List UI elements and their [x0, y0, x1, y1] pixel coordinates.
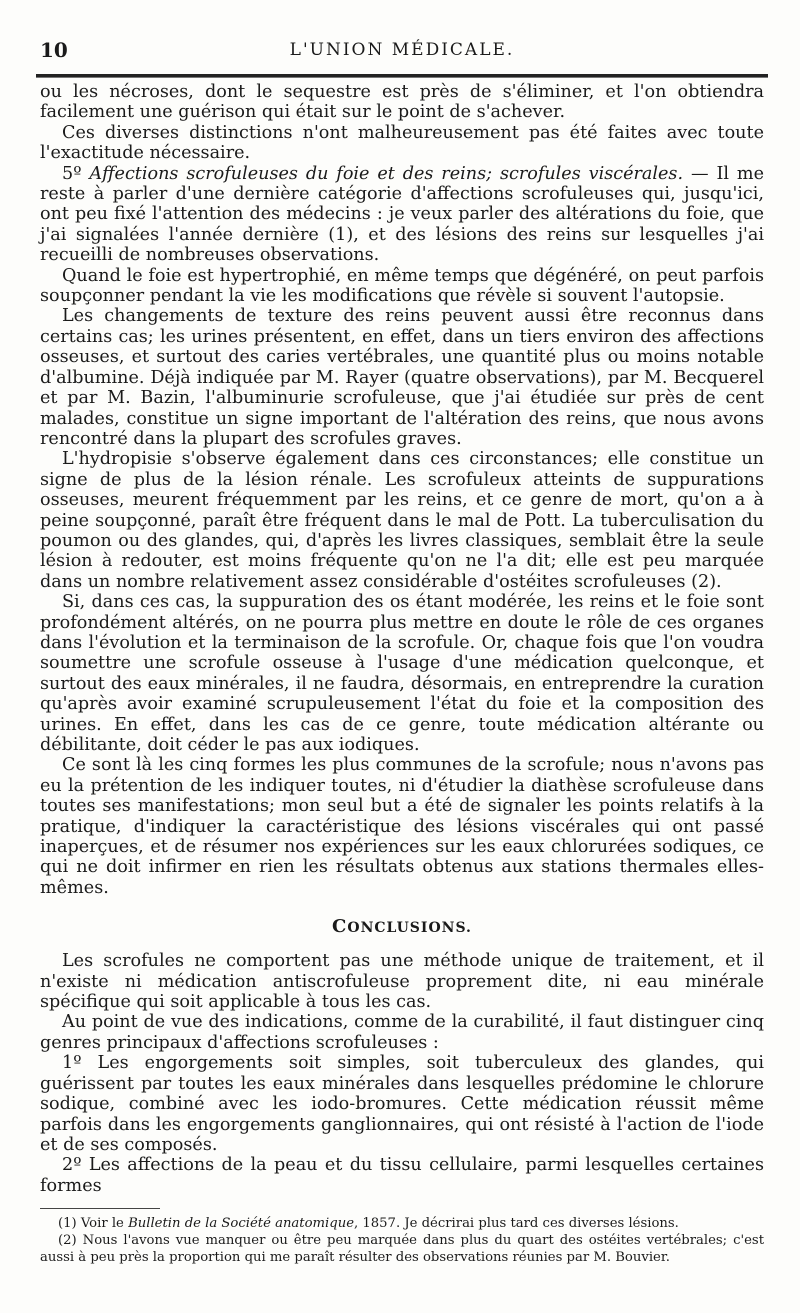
paragraph: Si, dans ces cas, la suppuration des os étant modérée, les reins et le foie sont profondément altérés, on ne pourra plus mettre en doute le rôle de ces organes dans l'évolution et la terminaison de la scrofule. Or, chaque fois que l'on voudra soumettre une scrofule osseuse à l'usage d'une médication quelconque, et surtout des eaux minérales, il ne faudra, désormais, en entreprendre la curation qu'après avoir examiné scrupuleusement l'état du foie et la composition des urines. En effet, dans les cas de ce genre, toute médication altérante ou débilitante, doit céder le pas aux iodiques.: [40, 592, 764, 755]
page-header: [40, 34, 764, 74]
paragraph: Quand le foie est hypertrophié, en même temps que dégénéré, on peut parfois soupçonner pendant la vie les modifications que révèle si souvent l'autopsie.: [40, 265, 764, 307]
footnote-2: (2) Nous l'avons vue manquer ou être peu marquée dans plus du quart des ostéites vertébrales; c'est aussi à peu près la proportion qui me paraît résulter des observations réunies par M. Bouvier.: [40, 1233, 764, 1266]
page-number: 10: [40, 38, 68, 62]
header-rule: [36, 74, 768, 78]
footnote-1: (1) Voir le Bulletin de la Société anatomique, 1857. Je décrirai plus tard ces diverses lésions.: [58, 1216, 679, 1232]
article-body: [40, 82, 764, 1196]
section-title-italic: Affections scrofuleuses du foie et des reins; scrofules viscérales.: [89, 163, 684, 184]
paragraph-section-5: 5º Affections scrofuleuses du foie et des reins; scrofules viscérales. — Il me reste à parler d'une dernière catégorie d'affections scrofuleuses qui, jusqu'ici, ont peu fixé l'attention des médecins : je veux parler des altérations du foie, que j'ai signalées l'année dernière (1), et des lésions des reins sur lesquelles j'ai recueilli de nombreuses observations.: [40, 163, 765, 266]
paragraph: ou les nécroses, dont le sequestre est près de s'éliminer, et l'on obtiendra facilement une guérison qui était sur le point de s'achever.: [40, 82, 764, 123]
paragraph: Les changements de texture des reins peuvent aussi être reconnus dans certains cas; les urines présentent, en effet, dans un tiers environ des affections osseuses, et surtout des caries vertébrales, une quantité plus ou moins notable d'albumine. Déjà indiquée par M. Rayer (quatre observations), par M. Becquerel et par M. Bazin, l'albuminurie scrofuleuse, que j'ai étudiée sur près de cent malades, constitue un signe important de l'altération des reins, que nous avons rencontré dans la plupart des scrofules graves.: [40, 306, 764, 449]
conclusion-paragraph: Les scrofules ne comportent pas une méthode unique de traitement, et il n'existe ni médication antiscrofuleuse proprement dite, ni eau minérale spécifique qui soit applicable à tous les cas.: [40, 951, 764, 1013]
paragraph: L'hydropisie s'observe également dans ces circonstances; elle constitue un signe de plus de la lésion rénale. Les scrofuleux atteints de suppurations osseuses, meurent fréquemment par les reins, et ce genre de mort, qu'on a à peine soupçonné, paraît être fréquent dans le mal de Pott. La tuberculisation du poumon ou des glandes, qui, d'après les livres classiques, semblait être la seule lésion à redouter, est moins fréquente qu'on ne l'a dit; elle est peu marquée dans un nombre relativement assez considérable d'ostéites scrofuleuses (2).: [40, 449, 764, 592]
paragraph: Ces diverses distinctions n'ont malheureusement pas été faites avec toute l'exactitude nécessaire.: [40, 122, 764, 164]
footnotes: [40, 1215, 764, 1266]
conclusions-heading: CONCLUSIONS.: [332, 916, 472, 938]
conclusion-paragraph: 1º Les engorgements soit simples, soit tuberculeux des glandes, qui guérissent par toutes les eaux minérales dans lesquelles prédomine le chlorure sodique, combiné avec les iodo-bromures. Cette médication réussit même parfois dans les engorgements ganglionnaires, qui ont résisté à l'action de l'iode et de ses composés.: [40, 1053, 764, 1155]
footnote-rule: [40, 1208, 160, 1209]
running-title: L'UNION MÉDICALE.: [289, 40, 515, 60]
conclusion-paragraph: Au point de vue des indications, comme de la curabilité, il faut distinguer cinq genres principaux d'affections scrofuleuses :: [40, 1012, 764, 1053]
conclusion-paragraph: 2º Les affections de la peau et du tissu cellulaire, parmi lesquelles certaines formes: [40, 1155, 764, 1196]
paragraph: Ce sont là les cinq formes les plus communes de la scrofule; nous n'avons pas eu la prétention de les indiquer toutes, ni d'étudier la diathèse scrofuleuse dans toutes ses manifestations; mon seul but a été de signaler les points relatifs à la pratique, d'indiquer la caractéristique des lésions viscérales qui ont passé inaperçues, et de résumer nos expériences sur les eaux chlorurées sodiques, ce qui ne doit infirmer en rien les résultats obtenus aux stations thermales elles-mêmes.: [40, 755, 764, 898]
